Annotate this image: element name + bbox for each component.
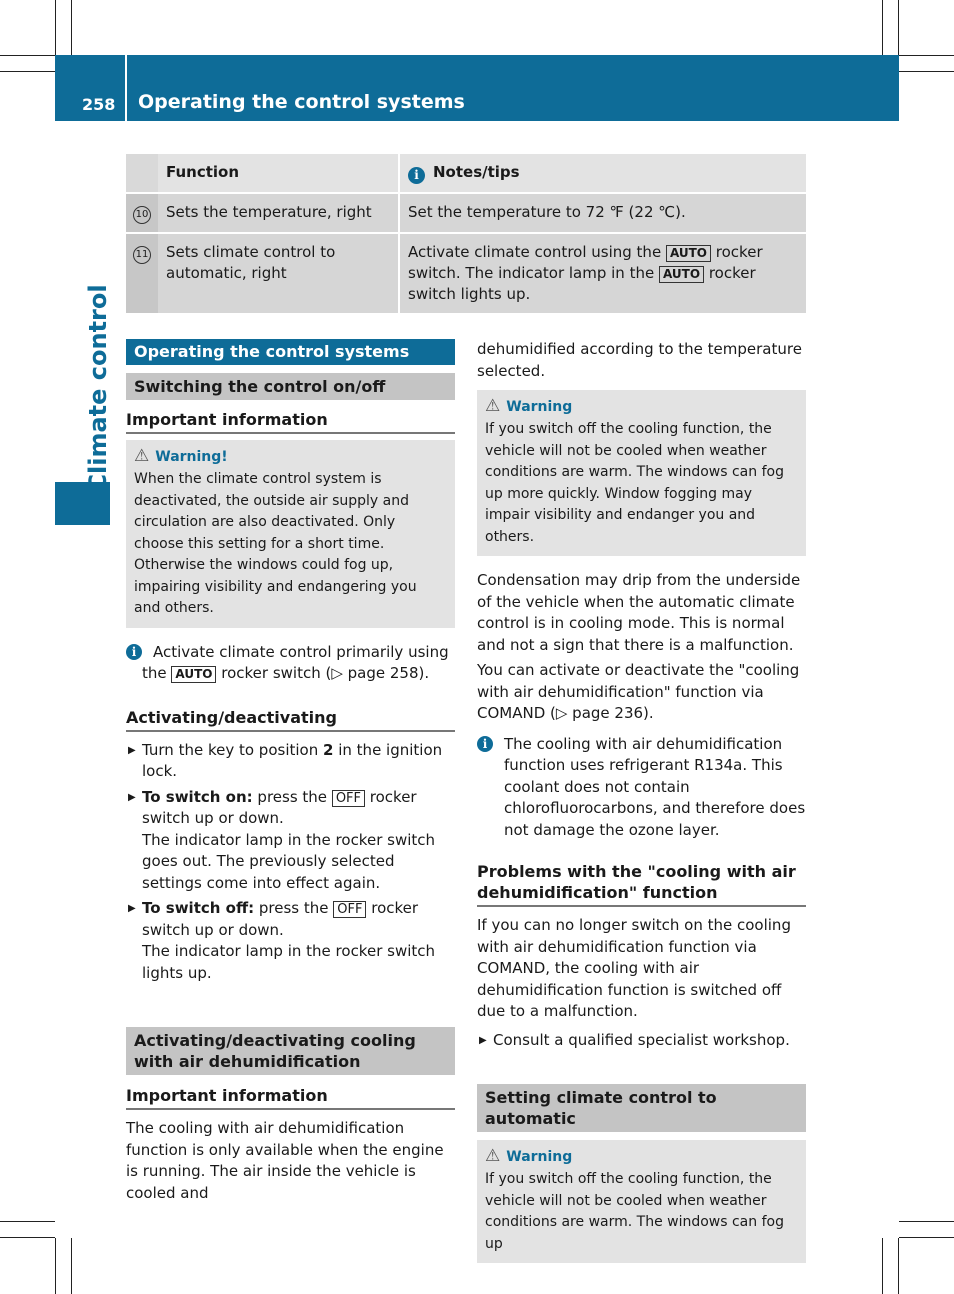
body-paragraph: Condensation may drip from the underside of the vehicle when the automatic climate control is in cooling mode. This is normal and not a sign that there is a malfunction. [477, 571, 801, 654]
info-icon: i [126, 644, 142, 660]
warning-title: ⚠ Warning [485, 1146, 573, 1166]
warning-box [477, 390, 806, 556]
page-header [55, 55, 899, 121]
step-item: ▶ Turn the key to position 2 in the ignition lock. [128, 740, 443, 780]
crop-mark [899, 71, 954, 72]
crop-mark [898, 1238, 899, 1294]
warning-triangle-icon: ⚠ [134, 446, 150, 466]
header-divider [125, 55, 127, 121]
auto-button-icon: AUTO [666, 245, 711, 262]
number-circle: 11 [133, 246, 151, 264]
table-header-row [126, 154, 806, 193]
page-title: Operating the control systems [138, 91, 465, 113]
crop-mark [55, 1238, 56, 1294]
step-item: ▶ To switch off: press the OFF rocker switch up or down. The indicator lamp in the rocker switch lights up. [128, 899, 436, 982]
crop-mark [882, 1238, 883, 1294]
number-circle: 10 [133, 206, 151, 224]
section-heading: Operating the control systems [126, 339, 455, 365]
auto-button-icon: AUTO [171, 666, 216, 683]
side-tab-label: Climate control [84, 284, 112, 492]
crop-mark [0, 55, 55, 56]
activating-heading: Activating/deactivating [126, 707, 455, 732]
crop-mark [0, 1237, 55, 1238]
info-icon: i [477, 736, 493, 752]
crop-mark [898, 0, 899, 55]
table-header-notes: i Notes/tips [399, 154, 806, 193]
crop-mark [0, 71, 55, 72]
step-arrow-icon: ▶ [128, 903, 136, 914]
crop-mark [71, 1238, 72, 1294]
body-paragraph: The cooling with air dehumidification function is only available when the engine is running. The air inside the vehicle is cooled and [126, 1119, 444, 1202]
info-note: i The cooling with air dehumidification function uses refrigerant R134a. This coolant does not contain chlorofluorocarbons, and therefore does not damage the ozone layer. [477, 734, 806, 842]
warning-triangle-icon: ⚠ [485, 1146, 501, 1166]
table-cell-function: Sets the temperature, right [158, 193, 399, 233]
auto-button-icon: AUTO [659, 266, 704, 283]
table-row [126, 233, 806, 313]
table-header-function: Function [166, 163, 240, 181]
info-icon: i [408, 167, 425, 184]
step-item: ▶ To switch on: press the OFF rocker switch up or down. The indicator lamp in the rocker switch goes out. The previously selected settings come into effect again. [128, 787, 436, 892]
off-button-icon: OFF [332, 790, 365, 807]
crop-mark [899, 55, 954, 56]
table-cell-notes: Set the temperature to 72 ℉ (22 ℃). [399, 193, 806, 233]
subsection-heading: Activating/deactivating cooling with air dehumidification [126, 1027, 455, 1075]
table-header-num [126, 154, 158, 193]
crop-mark [71, 0, 72, 55]
crop-mark [899, 1221, 954, 1222]
table-cell-function: Sets climate control to automatic, right [158, 233, 399, 313]
crop-mark [882, 0, 883, 55]
subsection-heading: Switching the control on/off [126, 373, 455, 400]
warning-text: If you switch off the cooling function, the vehicle will not be cooled when weather conditions are warm. The windows can fog up [485, 1171, 784, 1252]
step-arrow-icon: ▶ [479, 1034, 487, 1046]
important-info-heading: Important information [126, 1085, 455, 1110]
info-note: i Activate climate control primarily using the AUTO rocker switch (▷ page 258). [126, 642, 455, 685]
table-cell-num [126, 233, 158, 313]
subsection-heading: Setting climate control to automatic [477, 1084, 806, 1132]
table-row [126, 193, 806, 233]
page-number: 258 [82, 95, 116, 114]
warning-box [477, 1140, 806, 1263]
warning-box [126, 440, 455, 628]
warning-title: ⚠ Warning [485, 396, 573, 416]
step-item: ▶ Consult a qualified specialist workshop. [477, 1030, 806, 1052]
body-paragraph: You can activate or deactivate the "cooling with air dehumidification" function via COMAND (▷ page 236). [477, 661, 800, 722]
function-table [126, 154, 806, 313]
table-cell-notes: Activate climate control using the AUTO rocker switch. The indicator lamp in the AUTO rocker switch lights up. [399, 233, 806, 313]
crop-mark [55, 0, 56, 55]
right-column [477, 339, 806, 1263]
warning-text: When the climate control system is deactivated, the outside air supply and circulation are also deactivated. Only choose this setting for a short time. Otherwise the windows could fog up, impairing visibility and endangering you and others. [134, 471, 417, 616]
step-arrow-icon: ▶ [128, 791, 136, 803]
step-arrow-icon: ▶ [128, 744, 136, 756]
important-info-heading: Important information [126, 409, 455, 434]
crop-mark [0, 1221, 55, 1222]
body-paragraph: dehumidified according to the temperature selected. [477, 340, 802, 380]
left-column [126, 339, 455, 1204]
off-button-icon: OFF [333, 901, 366, 918]
warning-triangle-icon: ⚠ [485, 396, 501, 416]
problems-heading: Problems with the "cooling with air dehumidification" function [477, 861, 806, 907]
table-cell-num [126, 193, 158, 233]
body-paragraph: If you can no longer switch on the cooling with air dehumidification function via COMAND, the cooling with air dehumidification function is switched off due to a malfunction. [477, 916, 791, 1020]
crop-mark [899, 1237, 954, 1238]
warning-text: If you switch off the cooling function, the vehicle will not be cooled when weather conditions are warm. The windows can fog up more quickly. Window fogging may impair visibility and endanger you and others. [485, 421, 784, 545]
warning-title: ⚠ Warning! [134, 446, 228, 466]
